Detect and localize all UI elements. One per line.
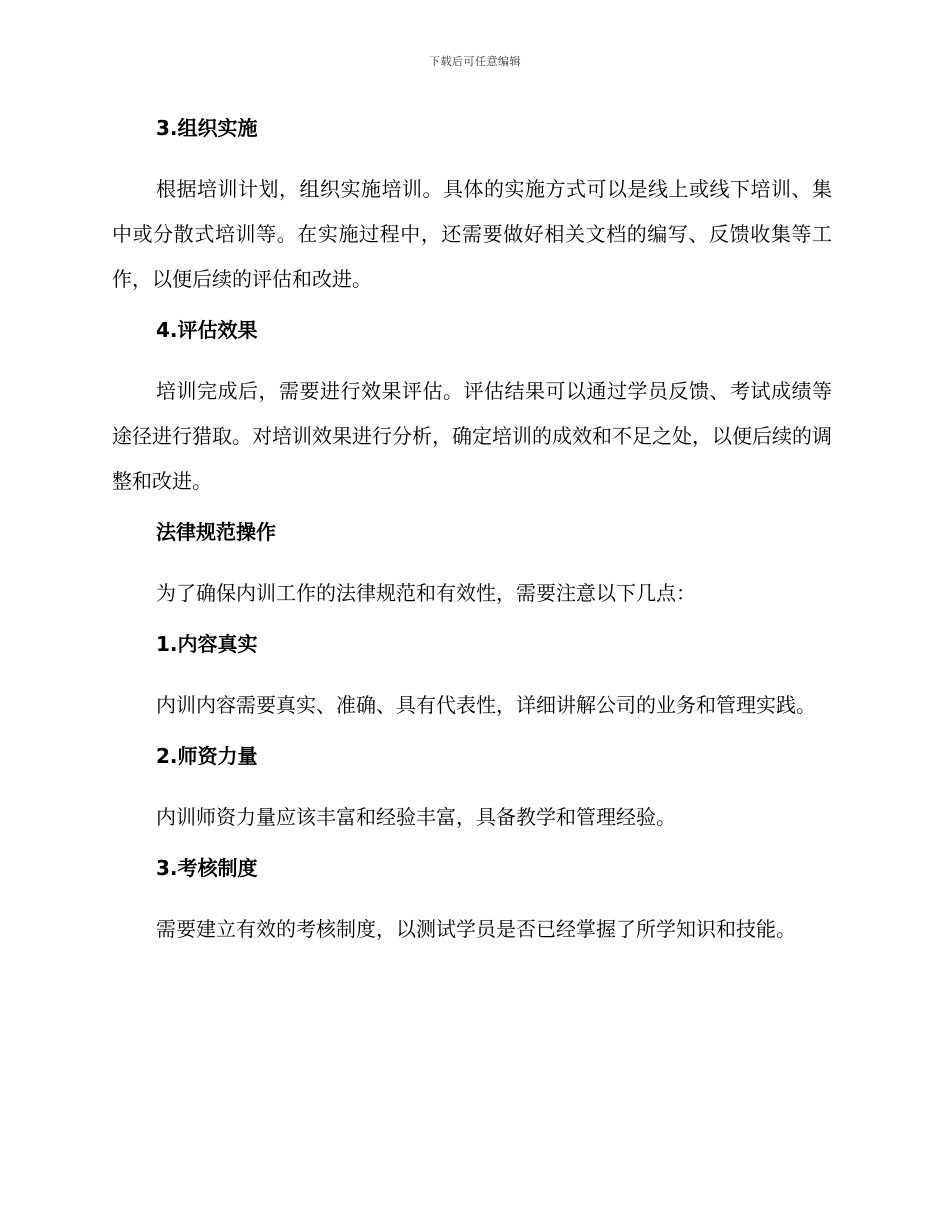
document-body	[112, 112, 832, 952]
paragraph-evaluate: 培训完成后，需要进行效果评估。评估结果可以通过学员反馈、考试成绩等途径进行猎取。对培训效果进行分析，确定培训的成效和不足之处，以便后续的调整和改进。	[112, 379, 832, 493]
section-heading-evaluate: 4.评估效果	[156, 318, 258, 342]
paragraph-assessment: 需要建立有效的考核制度，以测试学员是否已经掌握了所学知识和技能。	[156, 917, 796, 941]
paragraph-legal-intro: 为了确保内训工作的法律规范和有效性，需要注意以下几点：	[156, 581, 696, 605]
page-header-note: 下载后可任意编辑	[429, 55, 521, 68]
section-heading-faculty: 2.师资力量	[156, 744, 258, 768]
section-heading-legal: 法律规范操作	[156, 520, 276, 544]
paragraph-content-truth: 内训内容需要真实、准确、具有代表性，详细讲解公司的业务和管理实践。	[156, 693, 816, 717]
section-heading-assessment: 3.考核制度	[156, 856, 258, 880]
section-heading-content-truth: 1.内容真实	[156, 632, 258, 656]
section-heading-organize: 3.组织实施	[156, 116, 258, 140]
paragraph-organize: 根据培训计划，组织实施培训。具体的实施方式可以是线上或线下培训、集中或分散式培训等。在实施过程中，还需要做好相关文档的编写、反馈收集等工作，以便后续的评估和改进。	[112, 177, 832, 291]
paragraph-faculty: 内训师资力量应该丰富和经验丰富，具备教学和管理经验。	[156, 805, 676, 829]
